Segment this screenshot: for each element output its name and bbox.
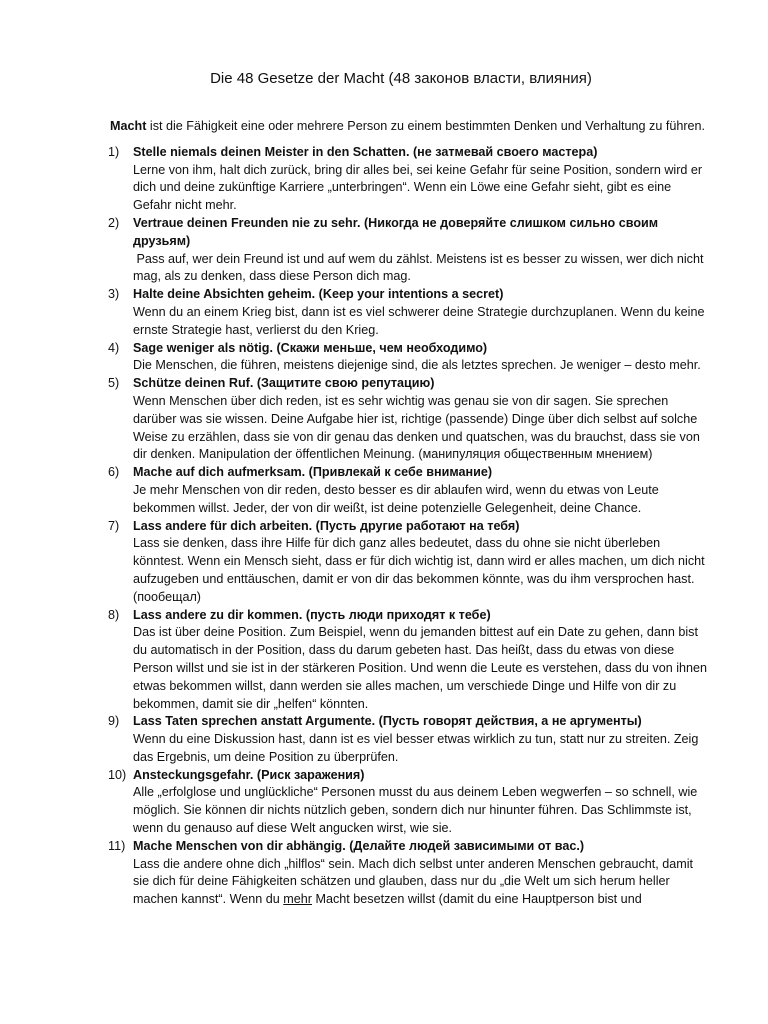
item-body: Lerne von ihm, halt dich zurück, bring dir alles bei, sei keine Gefahr für seine Position, sondern wird er dich und deine zukünftige Karriere „unterbringen“. Wenn ein Löwe eine Gefahr sieht, gibt es eine Gefahr nicht mehr. [133,162,703,213]
list-item [110,607,712,714]
list-item [110,375,712,464]
item-body [133,856,712,909]
item-number: 1) [108,144,120,159]
item-heading: Lass Taten sprechen anstatt Argumente. (Пусть говорят действия, а не аргументы) [133,714,642,729]
document-title: Die 48 Gesetze der Macht (48 законов власти, влияния) [210,70,592,87]
list-item [110,286,712,339]
item-heading: Mache Menschen von dir abhängig. (Делайте людей зависимыми от вас.) [133,838,585,853]
item-body-start: Lass die andere ohne dich „hilflos“ sein. Mach dich selbst unter anderen Menschen gebraucht, damit sie dich für deine Fähigkeiten schätzen und glauben, dass nur du „die Welt um sich herum heller machen kannst“. Wenn du [133,856,694,907]
list-item [110,713,712,766]
item-heading: Sage weniger als nötig. (Скажи меньше, чем необходимо) [133,340,488,355]
list-item [110,144,712,215]
item-body: Die Menschen, die führen, meistens diejenige sind, die als letztes sprechen. Je weniger – desto mehr. [133,358,701,373]
item-body: Das ist über deine Position. Zum Beispiel, wenn du jemanden bittest auf ein Date zu gehen, dann bist du automatisch in der Position, dass du darum gebeten hast. Das heißt, dass du etwas von diese Person willst und sie ist in der stärkeren Position. Und wenn die Leute es verstehen, dass du von ihnen etwas bekommen willst, dann werden sie alles machen, um verschiede Dinge und Hilfe von dir zu bekommen, damit sie dir „helfen“ könnten. [133,625,708,711]
item-body: Wenn du eine Diskussion hast, dann ist es viel besser etwas wirklich zu tun, statt nur zu streiten. Zeig das Ergebnis, um deine Position zu überprüfen. [133,732,699,764]
item-body: Wenn Menschen über dich reden, ist es sehr wichtig was genau sie von dir sagen. Sie sprechen darüber was sie wissen. Deine Aufgabe hier ist, richtige (passende) Dinge über dich selbst auf solche Weise zu erzählen, dass sie von dir genau das denken und quatschen, was du brauchst, dass sie von dir denken. Manipulation der öffentlichen Meinung. (манипуляция общественным мнением) [133,393,700,462]
item-number: 5) [108,376,120,391]
list-item [110,767,712,838]
item-body: Lass sie denken, dass ihre Hilfe für dich ganz alles bedeutet, dass du ohne sie nicht überleben könntest. Wenn ein Mensch sieht, dass er für dich wichtig ist, dann wird er alles machen, um dich nicht aufzugeben und enttäuschen, damit er von dir das bekommen könnte, was du ihm versprochen hast. (пообещал) [133,536,705,604]
intro-text: ist die Fähigkeit eine oder mehrere Person zu einem bestimmten Denken und Verhaltung zu führen. [146,119,706,133]
item-heading: Lass andere zu dir kommen. (пусть люди приходят к тебе) [133,607,491,622]
list-item [110,215,712,286]
item-heading: Schütze deinen Ruf. (Защитите свою репутацию) [133,376,435,391]
item-heading: Stelle niemals deinen Meister in den Schatten. (не затмевай своего мастера) [133,144,598,159]
list-item [110,518,712,607]
item-heading: Ansteckungsgefahr. (Риск заражения) [133,767,365,782]
item-number: 10) [108,767,127,782]
item-number: 2) [108,215,120,230]
list-item [110,340,712,376]
item-body: Alle „erfolglose und unglückliche“ Personen musst du aus deinem Leben wegwerfen – so schnell, wie möglich. Sie können dir nichts nützlich geben, sondern dich nur hinunter führen. Das Schlimmste ist, wenn du genauso auf diese Welt angucken wirst, wie sie. [133,785,698,836]
item-heading: Mache auf dich aufmerksam. (Привлекай к себе внимание) [133,465,493,480]
item-heading: Vertraue deinen Freunden nie zu sehr. (Никогда не доверяйте слишком сильно своим друзьям) [133,215,659,248]
item-body: Pass auf, wer dein Freund ist und auf wem du zählst. Meistens ist es besser zu wissen, wer dich nicht mag, als zu denken, dass diese Person dich mag. [133,251,707,284]
item-number: 6) [108,465,120,480]
item-heading: Lass andere für dich arbeiten. (Пусть другие работают на тебя) [133,518,520,533]
item-number: 9) [108,714,120,729]
item-number: 11) [108,838,126,853]
item-number: 8) [108,607,120,622]
list-item [110,464,712,517]
item-body-underlined: mehr [283,892,312,907]
list-item [110,838,712,909]
item-body: Je mehr Menschen von dir reden, desto besser es dir ablaufen wird, wenn du etwas von Leute bekommen willst. Jeder, der von dir weißt, ist deine potenzielle Gelegenheit, deine Chance. [133,482,659,515]
item-body-end: Macht besetzen willst (damit du eine Hauptperson bist und [311,892,642,907]
intro-paragraph [110,118,712,136]
item-number: 4) [108,340,120,355]
item-number: 3) [108,287,120,302]
item-body: Wenn du an einem Krieg bist, dann ist es viel schwerer deine Strategie durchzuplanen. Wenn du keine ernste Strategie hast, verlierst du den Krieg. [133,304,705,337]
item-heading: Halte deine Absichten geheim. (Keep your intentions a secret) [133,287,504,302]
intro-term: Macht [110,119,147,133]
item-number: 7) [108,518,120,533]
laws-list [110,144,712,909]
